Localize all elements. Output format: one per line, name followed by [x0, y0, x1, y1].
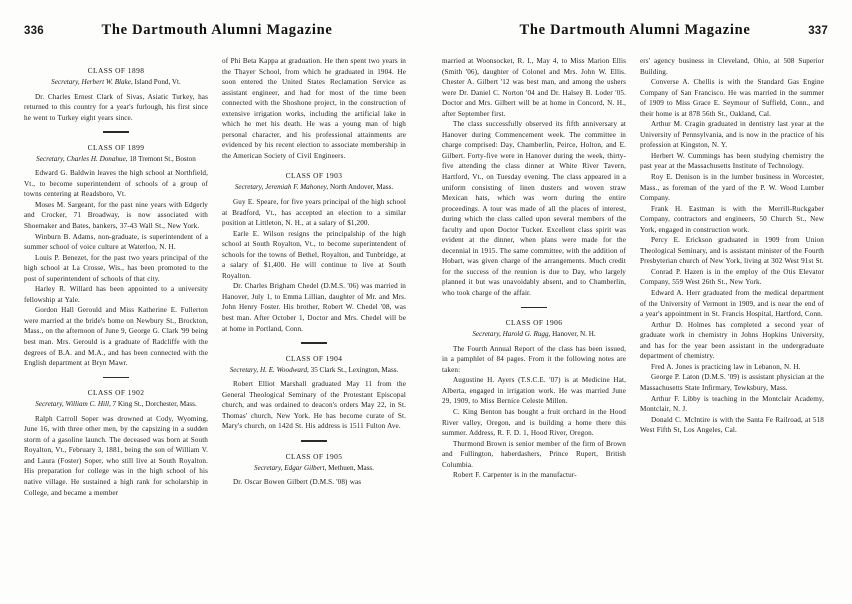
- class-note-paragraph: Dr. Charles Ernest Clark of Sivas, Asiatic Turkey, has returned to this country for a year's furlough, his first since he went to Turkey eight years since.: [24, 92, 208, 122]
- class-note-paragraph: Arthur F. Libby is teaching in the Montclair Academy, Montclair, N. J.: [640, 394, 824, 414]
- secretary-name: Herbert W. Blake,: [79, 78, 133, 86]
- class-note-paragraph: Donald C. McIntire is with the Santa Fe Railroad, at 518 West Fifth St, Los Angeles, Cal.: [640, 415, 824, 435]
- class-note-paragraph: C. King Benton has bought a fruit orchard in the Hood River valley, Oregon, and is building a home there this summer. Address, R. F. D. 1, Hood River, Oregon.: [442, 407, 626, 438]
- section-divider-rule: [521, 307, 547, 309]
- page-left: [0, 0, 426, 600]
- class-note-paragraph: Robert Elliot Marshall graduated May 11 from the General Theological Seminary of the Protestant Episcopal church, and was ordained to deacon's orders May 22, in St. Thomas' church, New York. He has become curate of St. Mary's church, on 142d St. His address is 1511 Fulton Ave.: [222, 380, 406, 431]
- class-year-heading: [442, 317, 626, 328]
- secretary-address: Hanover, N. H.: [550, 330, 596, 339]
- class-note-paragraph: The class successfully observed its fifth anniversary at Hanover during Commencement week. The committee in charge comprised: Day, Chamberlin, Peirce, Holton, and E. Gilbert. Forty-five were in Hanover during the week, thirty-five attending the class dinner at White River Tavern, Hartford, Vt., on Tuesday evening. The class appeared in a uniform consisting of linen dusters and woven straw Mexican hats, which was worn during the entire proceedings. A tour was made of all the places of interest, during which the class called upon several members of the faculty and upon Doctor Tucker. Excellent class spirit was evident at the dinner, when plans were made for the decennial in 1915. The same committee, with the addition of Hobart, was given charge of the arrangements. Much credit for the success of the reunion is due to Day, who largely planned it but was unavoidably absent, and to Chamberlin, who took charge of the affair.: [442, 120, 626, 298]
- class-note-paragraph: Harley R. Willard has been appointed to a university fellowship at Yale.: [24, 285, 208, 304]
- class-secretary-line: [222, 463, 406, 474]
- class-heading-label: CLASS OF: [285, 451, 324, 461]
- class-secretary-line: [222, 365, 406, 376]
- class-year-heading: [24, 65, 208, 76]
- secretary-role-label: Secretary,: [229, 365, 259, 374]
- class-note-paragraph: married at Woonsocket, R. I., May 4, to Miss Marion Ellis (Smith '06), daughter of Colonel and Mrs. John W. Ellis. Chester A. Gilbert '12 was best man, and among the ushers were Dr. Daniel C. Norton '04 and Dr. Halsey B. Loder '05. Doctor and Mrs. Gilbert will be at home in Concord, N. H., after September first.: [442, 57, 626, 118]
- class-heading-year: 1899: [125, 142, 145, 152]
- secretary-address: North Andover, Mass.: [328, 183, 394, 192]
- class-year-heading: [24, 142, 208, 153]
- class-note-paragraph: Edward A. Herr graduated from the medical department of the University of Vermont in 1909, and is near the end of a year's appointment in St. Francis Hospital, Hartford, Conn.: [640, 289, 824, 319]
- section-divider-rule: [103, 131, 129, 133]
- class-note-paragraph: Herbert W. Cummings has been studying chemistry the past year at the Massachusetts Institute of Technology.: [640, 151, 824, 171]
- columns-left: [24, 56, 410, 604]
- class-secretary-line: [442, 329, 626, 340]
- class-heading-label: CLASS OF: [87, 388, 126, 398]
- class-heading-label: CLASS OF: [285, 171, 324, 181]
- secretary-name: Harold G. Rugg,: [500, 330, 551, 339]
- class-secretary-line: [24, 154, 208, 165]
- class-note-paragraph: Guy E. Speare, for five years principal of the high school at Bradford, Vt., has accepted an election to a similar position at Littleton, N. H., at a salary of $1,200.: [222, 197, 406, 228]
- class-year-heading: [222, 170, 406, 181]
- class-note-paragraph: Arthur M. Cragin graduated in dentistry last year at the University of Pennsylvania, and is now in the practice of his profession at Kingston, N. Y.: [640, 120, 824, 150]
- secretary-address: 35 Clark St., Lexington, Mass.: [308, 365, 399, 374]
- section-divider-rule: [103, 377, 129, 379]
- secretary-role-label: Secretary,: [36, 154, 65, 163]
- class-year-heading: [24, 387, 208, 398]
- class-note-paragraph: The Fourth Annual Report of the class has been issued, in a pamphlet of 84 pages. From it the following notes are taken:: [442, 344, 626, 374]
- column-1: [24, 56, 208, 604]
- class-secretary-line: [24, 399, 208, 410]
- class-note-paragraph: Augustine H. Ayers (T.S.C.E. '07) is at Medicine Hat, Alberta, engaged in irrigation work. He was married June 29, 1909, to Miss Bernice Celeste Millen.: [442, 376, 626, 406]
- class-year-heading: [222, 451, 406, 462]
- class-note-paragraph: Conrad P. Hazen is in the employ of the Otis Elevator Company, 559 West 26th St., New York.: [640, 267, 824, 287]
- class-note-paragraph: Arthur D. Holmes has completed a second year of graduate work in chemistry in Johns Hopkins University, and has for the year been assistant in the undergraduate department of chemistry.: [640, 320, 824, 361]
- class-heading-year: 1902: [125, 388, 145, 398]
- class-note-paragraph: Thurmond Brown is senior member of the firm of Brown and Fullington, haberdashers, Prince Rupert, British Columbia.: [442, 439, 626, 469]
- class-note-paragraph: Frank H. Eastman is with the Merrill-Ruckgaber Company, contractors and engineers, 50 Church St., New York, engaged in construction work.: [640, 204, 824, 234]
- class-note-paragraph: ers' agency business in Cleveland, Ohio, at 508 Superior Building.: [640, 57, 824, 76]
- secretary-role-label: Secretary,: [472, 330, 501, 339]
- class-heading-label: CLASS OF: [505, 318, 544, 328]
- class-note-paragraph: of Phi Beta Kappa at graduation. He then spent two years in the Thayer School, from which he graduated in 1904. He soon entered the United States Reclamation Service as assistant engineer, and had for most of the time been connected with the Shoshone project, in the construction of extensive irrigation works, including the artificial lake in which he met his death. He was a young man of high personal character, and his professional attainments are evidenced by his recent election to associate membership in the American Society of Civil Engineers.: [222, 57, 406, 160]
- class-note-paragraph: Louis P. Benezet, for the past two years principal of the high school at La Crosse, Wis., has been promoted to the post of superintendent of schools of that city.: [24, 253, 208, 283]
- secretary-name: Jeremiah F. Mahoney,: [263, 183, 329, 192]
- secretary-name: H. E. Woodward,: [258, 365, 309, 374]
- class-secretary-line: [24, 77, 208, 88]
- secretary-role-label: Secretary,: [51, 78, 80, 86]
- magazine-title-right: The Dartmouth Alumni Magazine: [519, 22, 751, 38]
- magazine-title-left: The Dartmouth Alumni Magazine: [101, 22, 333, 38]
- secretary-name: Charles H. Donahue,: [64, 154, 128, 163]
- column-3: [442, 56, 626, 604]
- column-2: [222, 56, 406, 604]
- class-note-paragraph: Gordon Hall Gerould and Miss Katherine E. Fullerton were married at the bride's home on Newbury St., Brockton, Mass., on the afternoon of June 9, George G. Clark '99 being best man. Mrs. Gerould is a graduate of Radcliffe with the degrees of B.A. and M.A., and has been connected with the English department at Bryn Mawr.: [24, 306, 208, 368]
- class-heading-year: 1898: [125, 66, 145, 75]
- class-heading-year: 1904: [323, 353, 343, 363]
- class-note-paragraph: Dr. Charles Brigham Chedel (D.M.S. '06) was married in Hanover, July 1, to Emma Lillian, daughter of Mr. and Mrs. John Henry Foster. His brother, Robert W. Chedel '08, was best man. After October 1, Doctor and Mrs. Chedel will be at home in Portland, Conn.: [222, 282, 406, 333]
- secretary-role-label: Secretary,: [234, 183, 264, 192]
- class-heading-label: CLASS OF: [87, 142, 126, 152]
- class-note-paragraph: Robert F. Carpenter is in the manufactur-: [453, 471, 577, 480]
- secretary-address: 7 King St., Dorchester, Mass.: [110, 400, 197, 409]
- class-note-paragraph: Percy E. Erickson graduated in 1909 from Union Theological Seminary, and is assistant minister of the Fourth Presbyterian church of New York, living at 302 West 91st St.: [640, 236, 824, 266]
- columns-right: [442, 56, 828, 604]
- class-heading-year: 1905: [323, 451, 343, 461]
- secretary-name: William C. Hill,: [63, 400, 111, 409]
- column-4: [640, 56, 824, 604]
- class-note-paragraph: Ralph Carroll Soper was drowned at Cody, Wyoming, June 16, with three other men, by the capsizing in a sudden storm of a gasoline launch. The deceased was born at South Royalton, Vt., February 3, 1881, being the son of William V. and Laura (Foster) Soper, who still live at South Royalton. His preparation for college was in the high school of his native village. He sustained a high rank for scholarship in College, and became a member: [24, 414, 208, 497]
- class-heading-label: CLASS OF: [285, 353, 324, 363]
- class-year-heading: [222, 353, 406, 364]
- class-note-paragraph: Edward G. Baldwin leaves the high school at Northfield, Vt., to become superintendent of schools of a group of towns centering at Readsboro, Vt.: [24, 169, 208, 199]
- running-head-right: [442, 22, 828, 44]
- class-note-paragraph: Dr. Oscar Bowen Gilbert (D.M.S. '08) was: [233, 478, 362, 486]
- class-note-paragraph: Earle E. Wilson resigns the principalship of the high school at South Royalton, Vt., to become superintendent of schools for the towns of Bethel, Royalton, and Tunbridge, at a salary of $1,400. He will continue to live at South Royalton.: [222, 229, 406, 280]
- page-number-right: 337: [808, 25, 828, 37]
- section-divider-rule: [301, 342, 327, 344]
- class-secretary-line: [222, 182, 406, 193]
- class-heading-year: 1903: [323, 171, 343, 181]
- running-head-left: [24, 22, 410, 44]
- page-number-left: 336: [24, 25, 44, 37]
- class-note-paragraph: Fred A. Jones is practicing law in Lebanon, N. H.: [651, 362, 801, 371]
- class-note-paragraph: Moses M. Sargeant, for the past nine years with Edgerly and Crocker, 71 Broadway, is now associated with Shoemaker and Bates, bankers, 37-43 Wall St., New York.: [24, 200, 208, 230]
- class-note-paragraph: Winburn B. Adams, non-graduate, is superintendent of a summer school of voice culture at Waterloo, N. H.: [24, 232, 208, 252]
- secretary-address: Island Pond, Vt.: [132, 78, 181, 86]
- secretary-address: 18 Tremont St., Boston: [127, 154, 196, 163]
- secretary-role-label: Secretary,: [254, 463, 283, 472]
- class-heading-year: 1906: [543, 318, 563, 328]
- secretary-role-label: Secretary,: [35, 400, 64, 409]
- class-heading-label: CLASS OF: [87, 66, 126, 75]
- secretary-name: Edgar Gilbert,: [282, 463, 327, 472]
- class-note-paragraph: George P. Laton (D.M.S. '09) is assistant physician at the Massachusetts State Infirmary, Tewksbury, Mass.: [640, 373, 824, 392]
- class-note-paragraph: Converse A. Chellis is with the Standard Gas Engine Company of San Francisco. He was married in the summer of 1909 to Miss Grace E. Seymour of Suffield, Conn., and their home is at 878 56th St., Oakland, Cal.: [640, 78, 824, 118]
- class-note-paragraph: Roy E. Denison is in the lumber business in Worcester, Mass., as foreman of the yard of the P. W. Wood Lumber Company.: [640, 173, 824, 203]
- secretary-address: Methuen, Mass.: [326, 463, 374, 472]
- section-divider-rule: [301, 440, 327, 442]
- page-right: [426, 0, 852, 600]
